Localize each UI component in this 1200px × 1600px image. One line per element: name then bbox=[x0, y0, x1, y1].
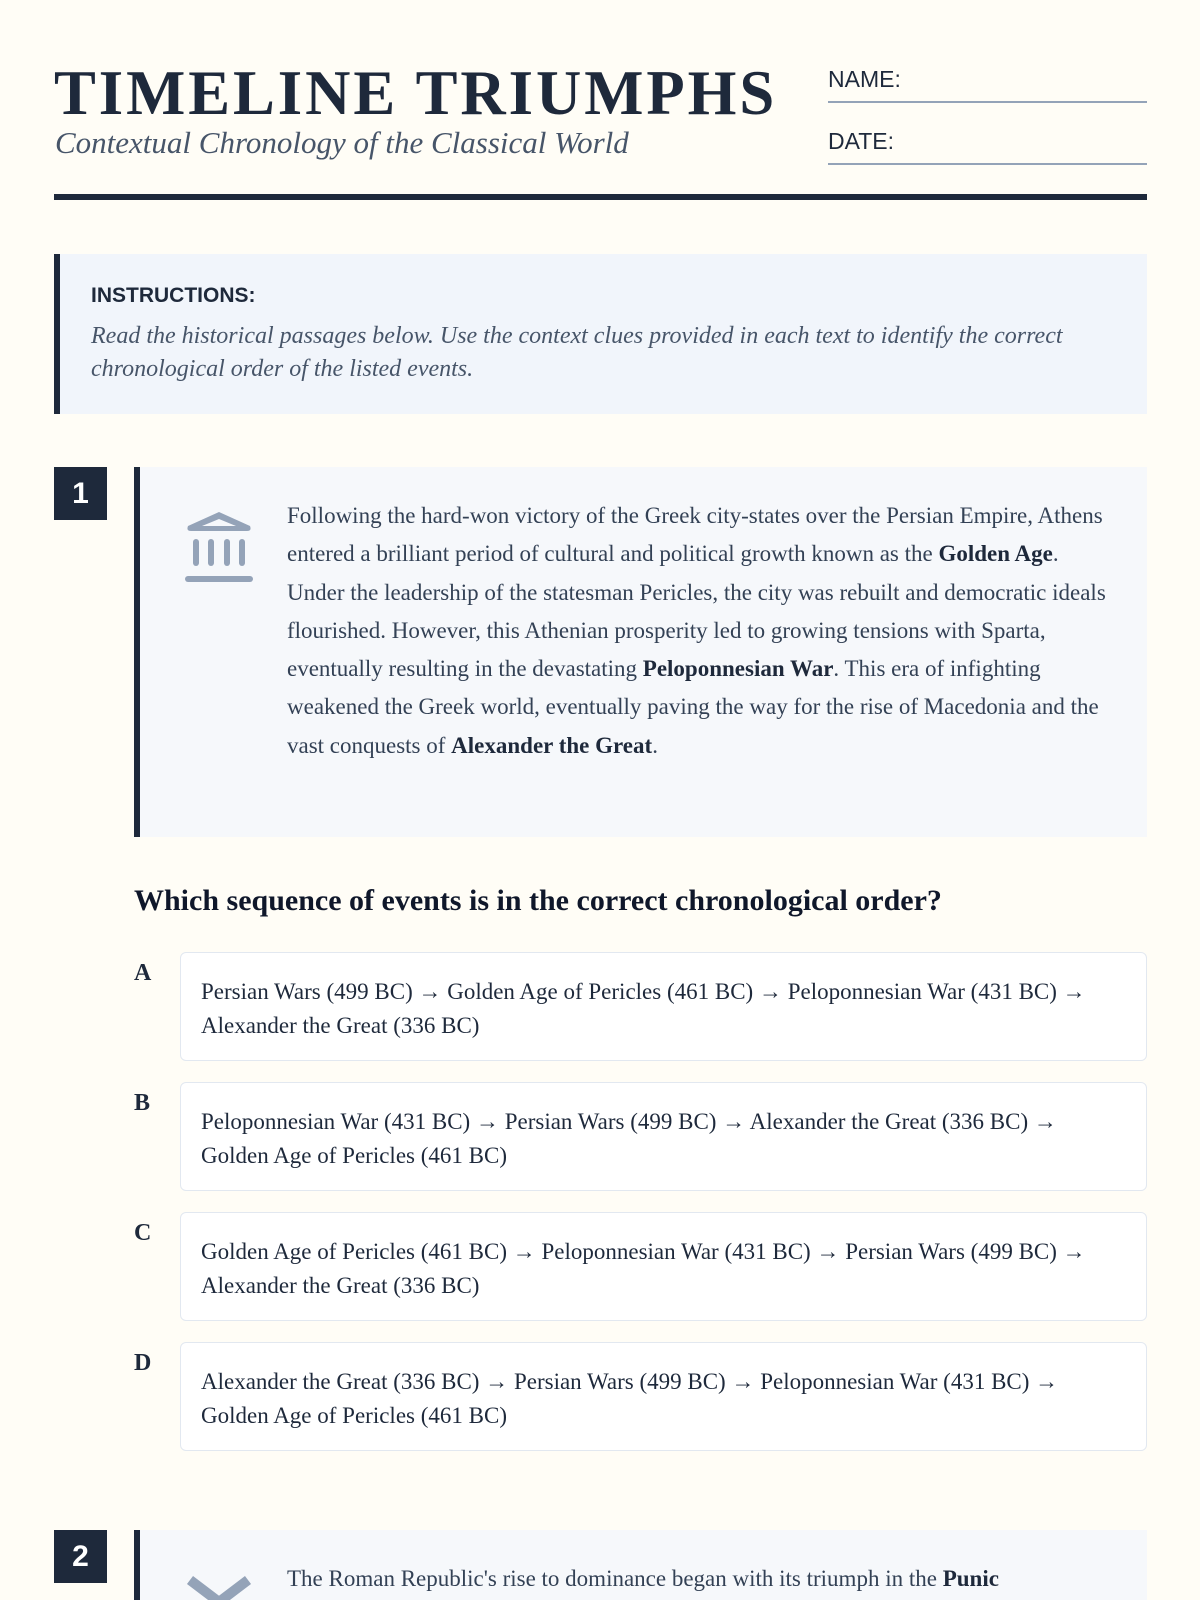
header-divider bbox=[54, 194, 1147, 200]
name-label: NAME: bbox=[828, 66, 901, 92]
worksheet-subtitle: Contextual Chronology of the Classical World bbox=[55, 125, 629, 160]
option-a[interactable]: Persian Wars (499 BC) → Golden Age of Pericles (461 BC) → Peloponnesian War (431 BC) → Alexander the Great (336 BC) bbox=[180, 952, 1147, 1061]
date-label: DATE: bbox=[828, 128, 895, 154]
name-field[interactable] bbox=[828, 66, 1147, 103]
option-letter-d: D bbox=[134, 1350, 152, 1376]
passage-box bbox=[134, 467, 1147, 837]
temple-icon bbox=[184, 509, 254, 585]
option-c[interactable]: Golden Age of Pericles (461 BC) → Peloponnesian War (431 BC) → Persian Wars (499 BC) → Alexander the Great (336 BC) bbox=[180, 1212, 1147, 1321]
instructions-box bbox=[54, 254, 1147, 414]
instructions-heading: INSTRUCTIONS: bbox=[91, 284, 256, 307]
option-d[interactable]: Alexander the Great (336 BC) → Persian Wars (499 BC) → Peloponnesian War (431 BC) → Golden Age of Pericles (461 BC) bbox=[180, 1342, 1147, 1451]
passage-text: The Roman Republic's rise to dominance began with its triumph in the Punic bbox=[287, 1566, 999, 1591]
worksheet-title: TIMELINE TRIUMPHS bbox=[54, 57, 778, 128]
option-letter-c: C bbox=[134, 1220, 152, 1246]
date-field[interactable] bbox=[828, 128, 1147, 165]
option-b[interactable]: Peloponnesian War (431 BC) → Persian Wars (499 BC) → Alexander the Great (336 BC) → Golden Age of Pericles (461 BC) bbox=[180, 1082, 1147, 1191]
question-prompt: Which sequence of events is in the correct chronological order? bbox=[134, 884, 942, 917]
question-number-badge: 2 bbox=[54, 1530, 107, 1583]
laurel-icon bbox=[184, 1574, 254, 1600]
option-letter-b: B bbox=[134, 1090, 151, 1116]
passage-box bbox=[134, 1530, 1147, 1600]
instructions-text: Read the historical passages below. Use the context clues provided in each text to identify the correct chronological order of the listed events. bbox=[91, 323, 1063, 382]
passage-text: Following the hard-won victory of the Greek city-states over the Persian Empire, Athens entered a brilliant period of cultural and political growth known as the Golden Age. Under the leadership of the statesman Pericles, the city was rebuilt and democratic ideals flourished. However, this Athenian prosperity led to growing tensions with Sparta, eventually resulting in the devastating Peloponnesian War. This era of infighting weakened the Greek world, eventually paving the way for the rise of Macedonia and the vast conquests of Alexander the Great. bbox=[287, 503, 1106, 758]
question-number-badge: 1 bbox=[54, 467, 107, 520]
option-letter-a: A bbox=[134, 960, 152, 986]
